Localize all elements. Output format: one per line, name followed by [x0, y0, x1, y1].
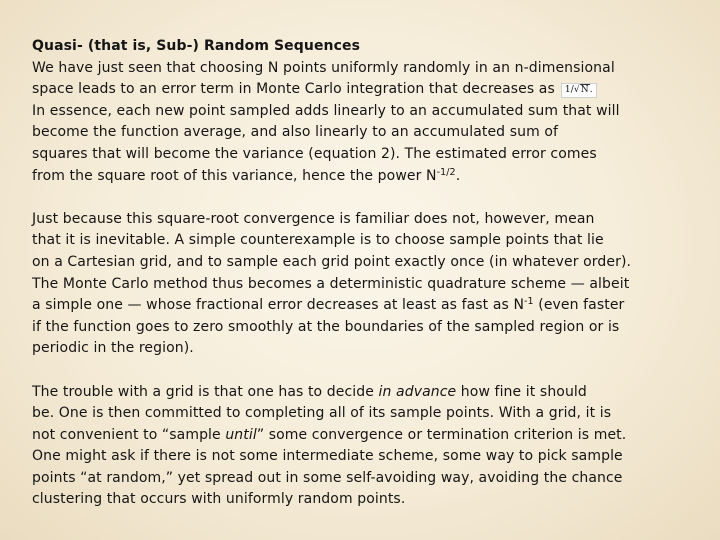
text-line: points “at random,” yet spread out in some self-avoiding way, avoiding the chance: [32, 469, 623, 486]
text-span: ” some convergence or termination criterion is met.: [256, 426, 627, 443]
text-line: The Monte Carlo method thus becomes a deterministic quadrature scheme — albeit: [32, 275, 630, 292]
text-line: [32, 79, 682, 101]
text-line: One might ask if there is not some intermediate scheme, some way to pick sample: [32, 448, 623, 465]
formula-period: .: [589, 85, 593, 96]
formula-radicand: N: [580, 85, 589, 96]
text-span: The trouble with a grid is that one has to decide: [32, 383, 379, 400]
slide-content: [32, 36, 682, 511]
text-span: not convenient to “sample: [32, 426, 226, 443]
text-line: Just because this square-root convergence is familiar does not, however, mean: [32, 210, 595, 227]
exponent: -1/2: [436, 166, 456, 178]
emphasis: until: [225, 426, 257, 443]
text-line: [32, 295, 682, 317]
paragraph-1: [32, 58, 682, 188]
text-span: .: [455, 167, 461, 184]
emphasis: in advance: [378, 383, 457, 400]
formula-numerator: 1/: [564, 85, 574, 96]
text-line: We have just seen that choosing N points uniformly randomly in an n-dimensional: [32, 59, 615, 76]
text-line: [32, 166, 682, 188]
slide-title: Quasi- (that is, Sub-) Random Sequences: [32, 38, 361, 54]
text-span: (even faster: [533, 297, 625, 314]
text-span: space leads to an error term in Monte Carlo integration that decreases as: [32, 81, 555, 98]
text-line: that it is inevitable. A simple counterexample is to choose sample points that lie: [32, 232, 604, 249]
exponent: -1: [524, 296, 534, 308]
text-line: [32, 425, 682, 447]
text-line: be. One is then committed to completing all of its sample points. With a grid, it is: [32, 405, 612, 422]
text-span: from the square root of this variance, hence the power N: [32, 167, 437, 184]
text-line: on a Cartesian grid, and to sample each grid point exactly once (in whatever order).: [32, 253, 632, 270]
text-span: how fine it should: [456, 383, 587, 400]
sqrt-symbol: √: [573, 85, 580, 96]
formula-image: [561, 83, 597, 98]
text-line: if the function goes to zero smoothly at the boundaries of the sampled region or is: [32, 318, 620, 335]
text-line: squares that will become the variance (equation 2). The estimated error comes: [32, 145, 597, 162]
text-line: In essence, each new point sampled adds linearly to an accumulated sum that will: [32, 102, 620, 119]
paragraph-2: [32, 209, 682, 360]
text-line: periodic in the region).: [32, 340, 194, 357]
text-span: a simple one — whose fractional error decreases at least as fast as N: [32, 297, 525, 314]
text-line: become the function average, and also linearly to an accumulated sum of: [32, 124, 559, 141]
text-line: clustering that occurs with uniformly random points.: [32, 491, 406, 508]
paragraph-3: [32, 382, 682, 512]
text-line: [32, 382, 682, 404]
